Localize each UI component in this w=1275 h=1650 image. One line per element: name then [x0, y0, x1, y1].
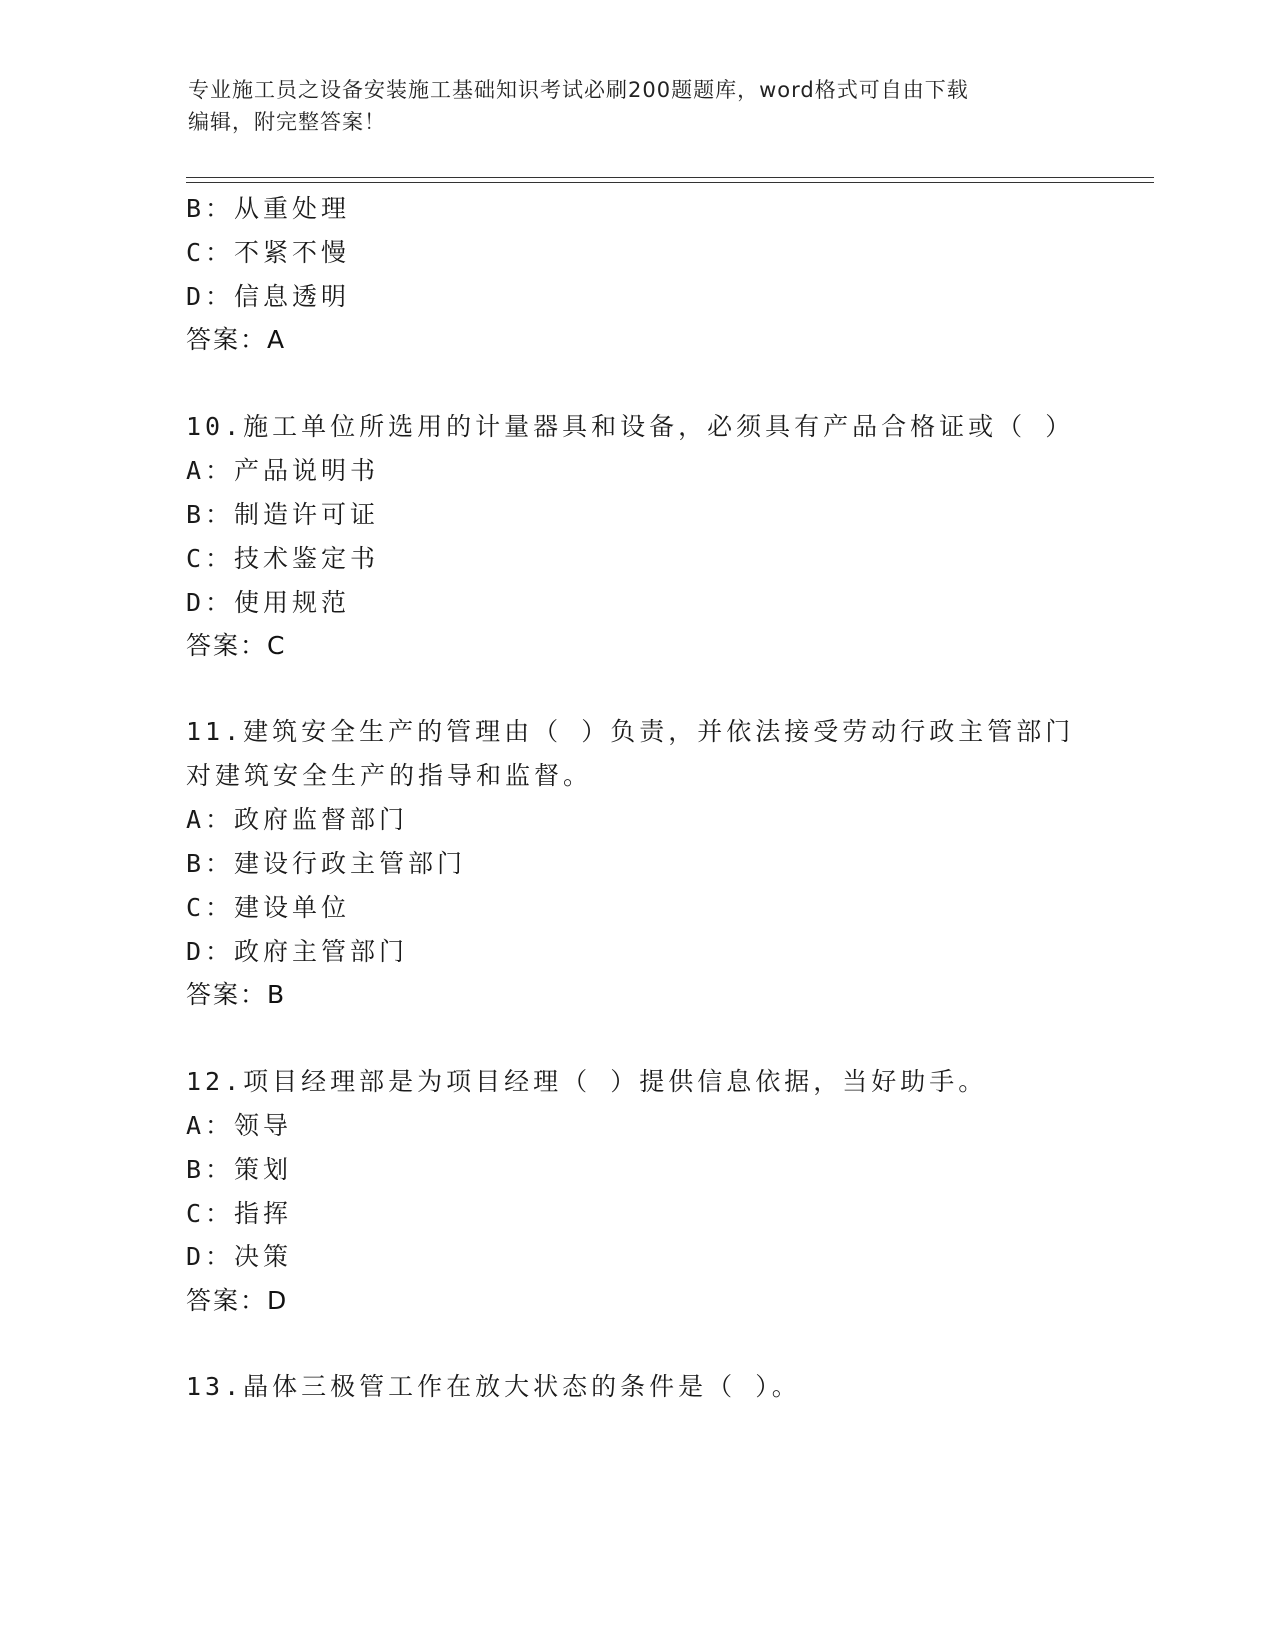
q13-question: 13.晶体三极管工作在放大状态的条件是（ ）。 — [186, 1372, 801, 1401]
q11-option-c: C：建设单位 — [186, 893, 351, 922]
document-header — [188, 74, 1088, 138]
q10-option-c: C：技术鉴定书 — [186, 544, 380, 573]
q12-option-b: B：策划 — [186, 1155, 293, 1184]
q10-question: 10.施工单位所选用的计量器具和设备，必须具有产品合格证或（ ） — [186, 412, 1075, 441]
q10-option-d: D：使用规范 — [186, 588, 351, 617]
q11-question-line-2: 对建筑安全生产的指导和监督。 — [186, 761, 593, 790]
q12-option-c: C：指挥 — [186, 1199, 293, 1228]
q11-option-b: B：建设行政主管部门 — [186, 849, 467, 878]
q11-option-d: D：政府主管部门 — [186, 937, 409, 966]
q10-option-b: B：制造许可证 — [186, 500, 380, 529]
q11-question-line-1: 11.建筑安全生产的管理由（ ）负责，并依法接受劳动行政主管部门 — [186, 717, 1075, 746]
q9-option-c: C：不紧不慢 — [186, 238, 351, 267]
q12-question: 12.项目经理部是为项目经理（ ）提供信息依据，当好助手。 — [186, 1067, 988, 1096]
q12-option-a: A：领导 — [186, 1111, 293, 1140]
header-title-line-2: 编辑，附完整答案！ — [188, 110, 386, 134]
q10-option-a: A：产品说明书 — [186, 456, 380, 485]
q11-option-a: A：政府监督部门 — [186, 805, 409, 834]
header-divider-bottom — [186, 182, 1154, 183]
header-title-line-1: 专业施工员之设备安装施工基础知识考试必刷200题题库，word格式可自由下载 — [188, 78, 969, 102]
q9-option-b: B：从重处理 — [186, 194, 351, 223]
header-divider-top — [186, 177, 1154, 178]
q12-answer: 答案：D — [186, 1286, 289, 1315]
q12-option-d: D：决策 — [186, 1242, 293, 1271]
q9-answer: 答案：A — [186, 325, 287, 354]
q11-answer: 答案：B — [186, 980, 287, 1009]
q9-option-d: D：信息透明 — [186, 282, 351, 311]
q10-answer: 答案：C — [186, 631, 287, 660]
